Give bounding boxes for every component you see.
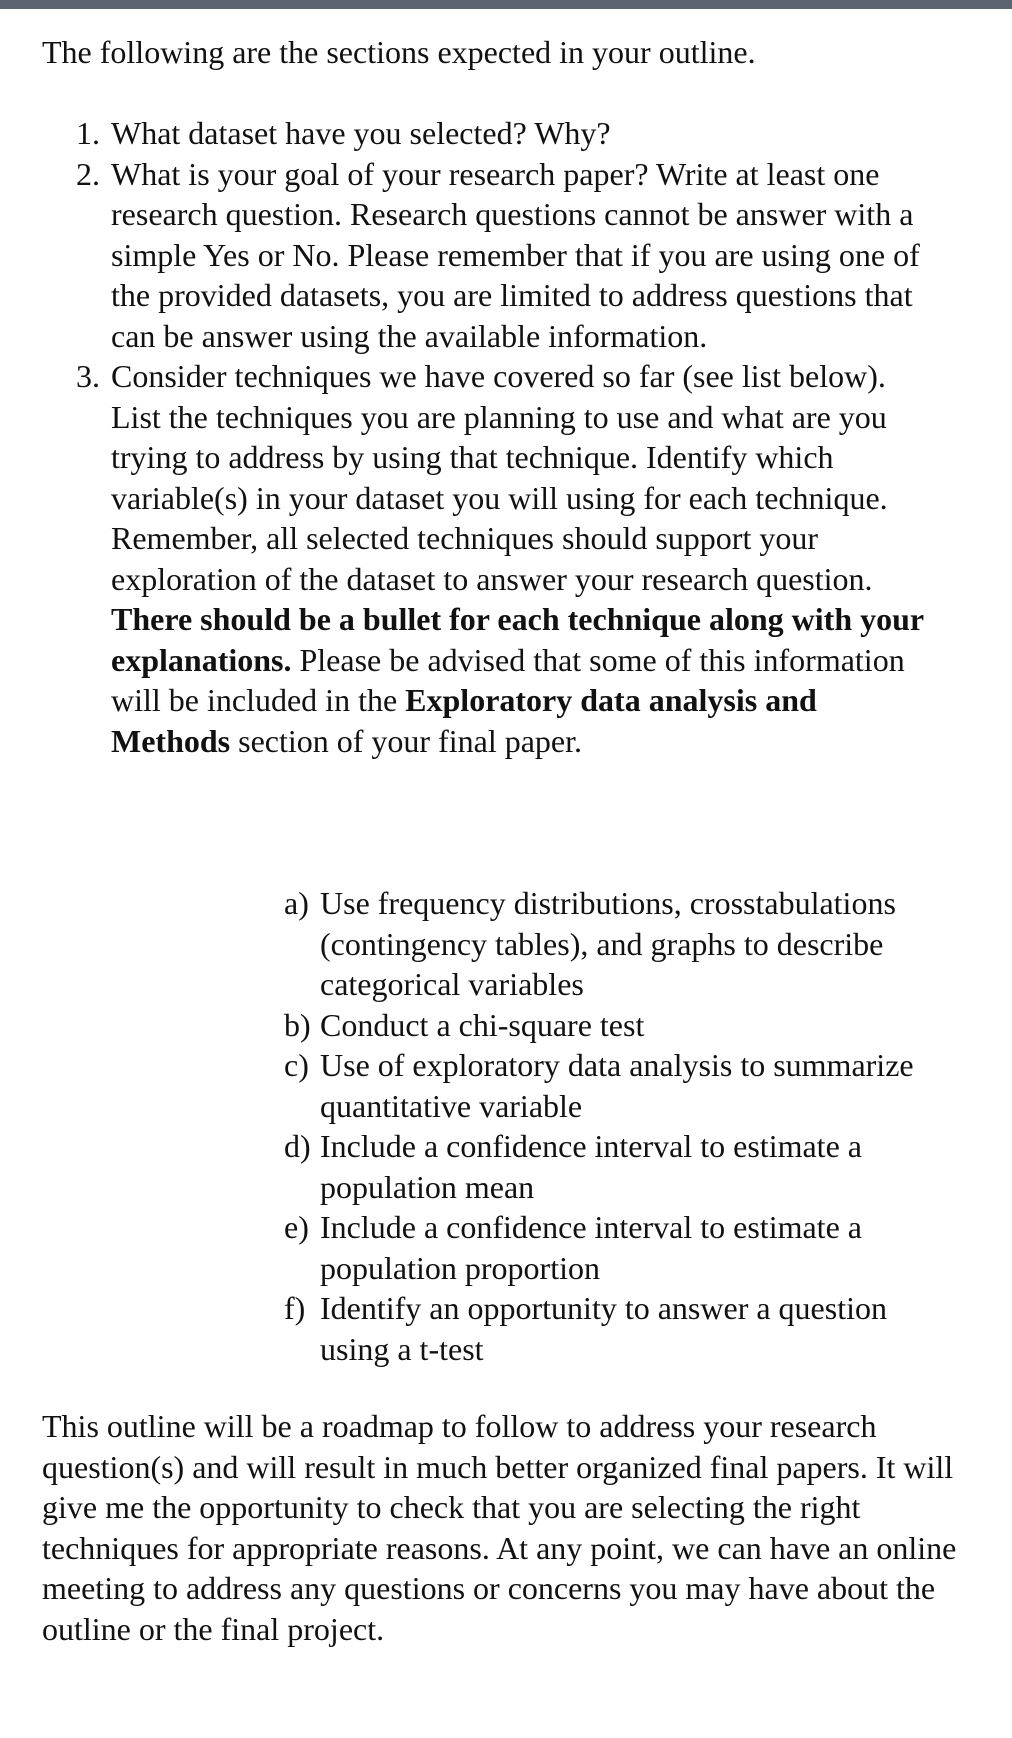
list-marker: d) — [284, 1128, 311, 1164]
top-window-bar — [0, 0, 1012, 9]
list-marker: e) — [284, 1209, 309, 1245]
list-item — [284, 1045, 964, 1126]
techniques-text-part: Please be advised that some of this information will be included in the — [111, 641, 905, 718]
list-item — [284, 1288, 964, 1369]
dataset-question-text: What dataset have you selected? Why? — [111, 115, 611, 151]
paper-section-emphasis: Exploratory data analysis and Methods — [111, 682, 817, 759]
list-item — [284, 1005, 964, 1046]
list-item — [284, 883, 964, 1005]
technique-text: Identify an opportunity to answer a question using a t-test — [320, 1290, 887, 1367]
outline-section-list — [76, 113, 956, 761]
list-item — [76, 154, 956, 357]
list-marker: 3. — [76, 358, 100, 394]
techniques-text-part: Consider techniques we have covered so far (see list below). List the techniques you are planning to use and what are you trying to address by using that technique. Identify which variable(s) in your dataset you will using for each technique. Remember, all selected techniques should support your exploration of the dataset to answer your research question. — [111, 358, 888, 597]
intro-paragraph: The following are the sections expected in your outline. — [42, 34, 756, 70]
bullet-requirement-emphasis: There should be a bullet for each technique along with your explanations. — [111, 601, 924, 678]
list-marker: 1. — [76, 115, 100, 151]
technique-text: Include a confidence interval to estimate a population proportion — [320, 1209, 862, 1286]
techniques-instructions — [111, 356, 941, 761]
list-marker: b) — [284, 1006, 311, 1043]
closing-paragraph: This outline will be a roadmap to follow to address your research question(s) and will result in much better organized final papers. It will give me the opportunity to check that you are selecting the right techniques for appropriate reasons. At any point, we can have an online meeting to address any questions or concerns you may have about the outline or the final project. — [42, 1408, 957, 1647]
list-marker: c) — [284, 1047, 309, 1083]
list-item — [76, 113, 956, 154]
research-goal-text: What is your goal of your research paper? Write at least one research question. Research questions cannot be answer with a simple Yes or No. Please remember that if you are using one of the provided datasets, you are limited to address questions that can be answer using the available information. — [111, 155, 920, 354]
list-item — [76, 356, 956, 761]
technique-text: Include a confidence interval to estimate a population mean — [320, 1128, 862, 1205]
list-item — [284, 1126, 964, 1207]
technique-text: Use of exploratory data analysis to summarize quantitative variable — [320, 1047, 914, 1124]
list-marker: a) — [284, 885, 309, 921]
technique-list — [284, 883, 964, 1369]
technique-text: Use frequency distributions, crosstabulations (contingency tables), and graphs to describe categorical variables — [320, 885, 896, 1002]
list-marker: 2. — [76, 155, 100, 192]
list-marker: f) — [284, 1290, 306, 1326]
techniques-text-part: section of your final paper. — [230, 722, 582, 759]
list-item — [284, 1207, 964, 1288]
technique-text: Conduct a chi-square test — [320, 1006, 645, 1043]
